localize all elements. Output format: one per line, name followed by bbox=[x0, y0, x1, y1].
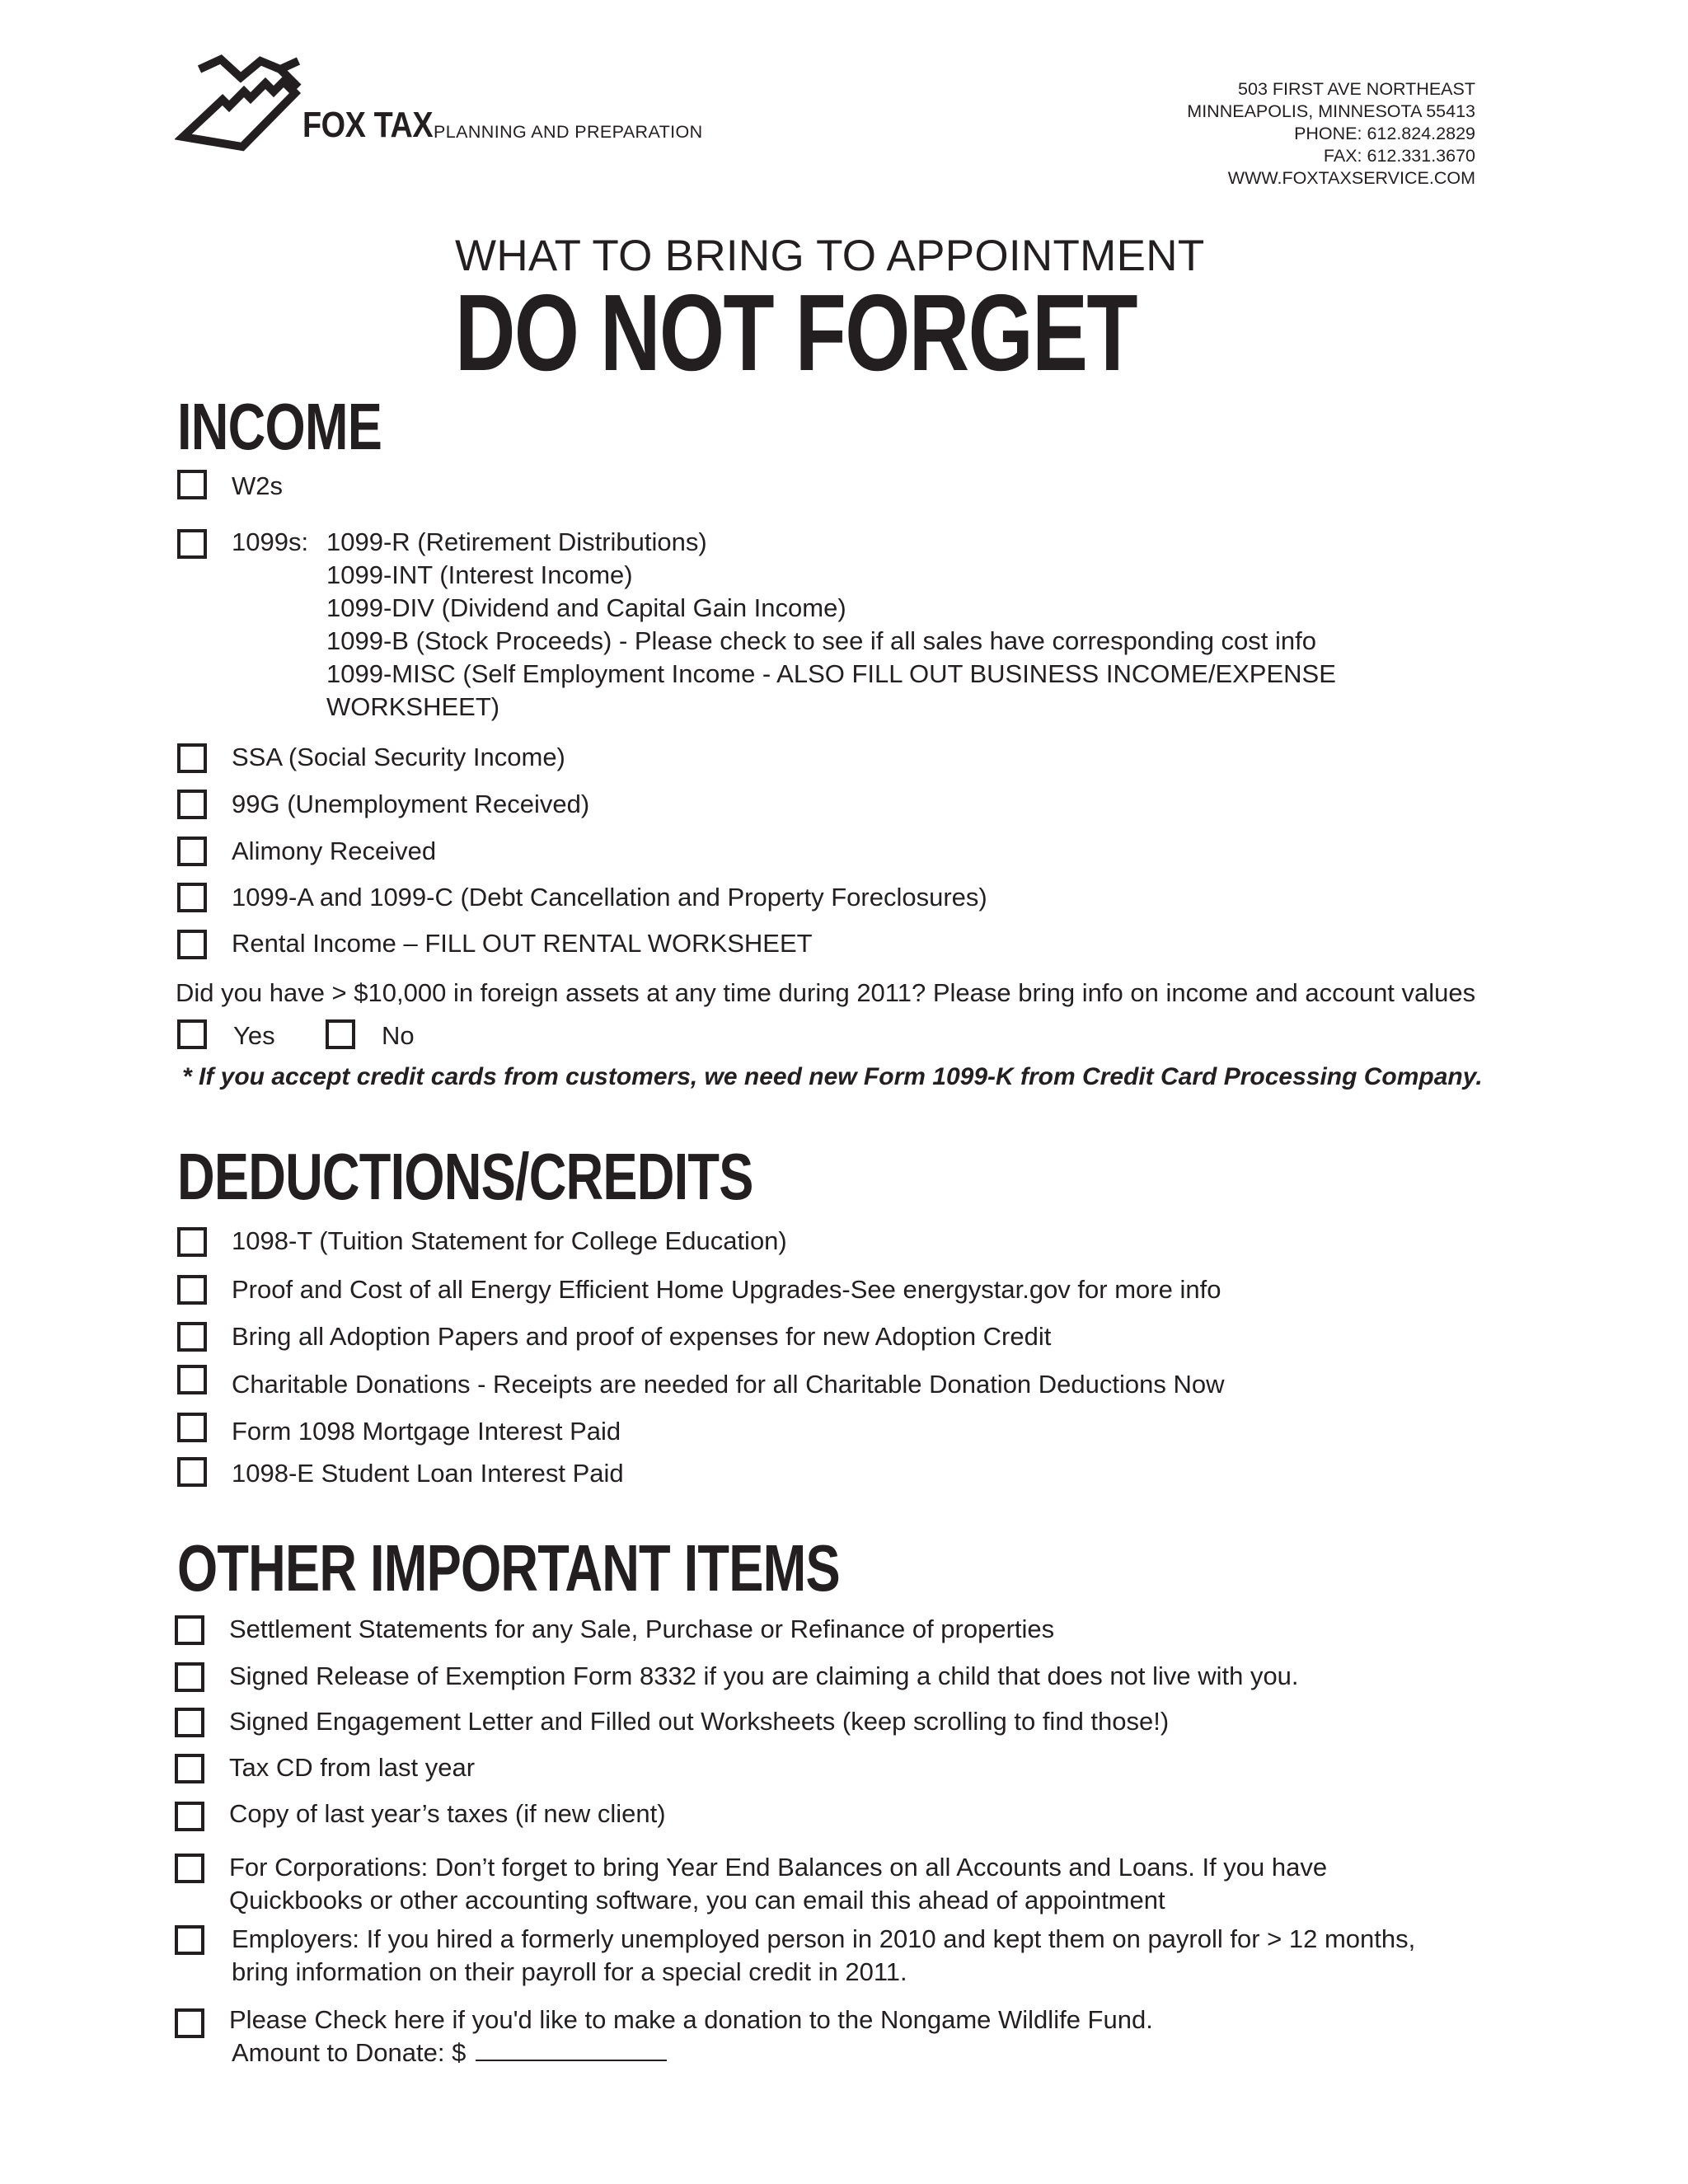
item-rental-income: Rental Income – FILL OUT RENTAL WORKSHEET bbox=[232, 929, 813, 958]
checkbox-employers[interactable] bbox=[175, 1925, 204, 1955]
checkbox-adoption[interactable] bbox=[177, 1322, 207, 1352]
checkbox-last-year-taxes[interactable] bbox=[175, 1802, 204, 1831]
checkbox-corporations[interactable] bbox=[175, 1854, 204, 1883]
item-last-year-taxes: Copy of last year’s taxes (if new client) bbox=[229, 1799, 666, 1828]
donation-amount-field[interactable] bbox=[476, 2038, 667, 2061]
item-ssa: SSA (Social Security Income) bbox=[232, 743, 565, 771]
item-student-loan: 1098-E Student Loan Interest Paid bbox=[232, 1459, 624, 1488]
item-adoption: Bring all Adoption Papers and proof of expenses for new Adoption Credit bbox=[232, 1322, 1052, 1351]
address-city: MINNEAPOLIS, MINNESOTA 55413 bbox=[1187, 101, 1475, 121]
checkbox-99g[interactable] bbox=[177, 790, 207, 819]
other-heading: OTHER IMPORTANT ITEMS bbox=[177, 1531, 840, 1605]
brand-tagline: PLANNING AND PREPARATION bbox=[434, 122, 703, 142]
checkbox-mortgage-interest[interactable] bbox=[177, 1413, 207, 1442]
address-website[interactable]: WWW.FOXTAXSERVICE.COM bbox=[1227, 168, 1475, 188]
item-settlement: Settlement Statements for any Sale, Purchase or Refinance of properties bbox=[229, 1615, 1055, 1643]
item-corporations-line1: For Corporations: Don’t forget to bring Year End Balances on all Accounts and Loans. If you have bbox=[229, 1853, 1328, 1882]
item-charitable: Charitable Donations - Receipts are needed for all Charitable Donation Deductions Now bbox=[232, 1370, 1225, 1399]
address-street: 503 FIRST AVE NORTHEAST bbox=[1238, 79, 1475, 99]
checkbox-engagement-letter[interactable] bbox=[175, 1708, 204, 1737]
page-subtitle: WHAT TO BRING TO APPOINTMENT bbox=[455, 232, 1205, 280]
checkbox-1099s[interactable] bbox=[177, 529, 207, 559]
item-1099-int: 1099-INT (Interest Income) bbox=[326, 560, 633, 589]
address-fax: FAX: 612.331.3670 bbox=[1323, 146, 1475, 166]
item-alimony: Alimony Received bbox=[232, 837, 437, 865]
item-1099-a-c: 1099-A and 1099-C (Debt Cancellation and Property Foreclosures) bbox=[232, 883, 987, 912]
item-employers-line2: bring information on their payroll for a special credit in 2011. bbox=[232, 1957, 907, 1986]
checkbox-wildlife-donation[interactable] bbox=[175, 2008, 204, 2038]
checkbox-alimony[interactable] bbox=[177, 837, 207, 866]
item-tax-cd: Tax CD from last year bbox=[229, 1753, 476, 1782]
checkbox-1099-a-c[interactable] bbox=[177, 883, 207, 912]
item-engagement-letter: Signed Engagement Letter and Filled out Worksheets (keep scrolling to find those!) bbox=[229, 1707, 1170, 1736]
item-form-8332: Signed Release of Exemption Form 8332 if you are claiming a child that does not live with you. bbox=[229, 1661, 1299, 1690]
no-label: No bbox=[382, 1021, 415, 1050]
checkbox-energy-upgrades[interactable] bbox=[177, 1275, 207, 1305]
address-phone: PHONE: 612.824.2829 bbox=[1294, 124, 1475, 143]
checkbox-1098-t[interactable] bbox=[177, 1227, 207, 1257]
item-1099s-prefix: 1099s: bbox=[232, 527, 309, 556]
checkbox-w2s[interactable] bbox=[177, 470, 207, 499]
item-1099-div: 1099-DIV (Dividend and Capital Gain Income) bbox=[326, 593, 846, 622]
donation-amount-row bbox=[232, 2036, 667, 2069]
foreign-assets-question: Did you have > $10,000 in foreign assets at any time during 2011? Please bring info on income and account values bbox=[176, 978, 1476, 1007]
item-w2s: W2s bbox=[232, 471, 283, 500]
item-99g: 99G (Unemployment Received) bbox=[232, 790, 590, 818]
checkbox-no[interactable] bbox=[326, 1019, 355, 1049]
donation-amount-label: Amount to Donate: $ bbox=[232, 2038, 467, 2067]
checkbox-rental-income[interactable] bbox=[177, 930, 207, 959]
credit-card-note: * If you accept credit cards from customers, we need new Form 1099-K from Credit Card Processing Company. bbox=[182, 1063, 1483, 1090]
checkbox-charitable[interactable] bbox=[177, 1365, 207, 1394]
fox-tax-logo-icon bbox=[175, 54, 313, 171]
item-1099-b: 1099-B (Stock Proceeds) - Please check to see if all sales have corresponding cost info bbox=[326, 626, 1317, 655]
brand-name: FOX TAX bbox=[302, 105, 434, 145]
item-1098-t: 1098-T (Tuition Statement for College Education) bbox=[232, 1226, 787, 1255]
item-1099-misc-cont: WORKSHEET) bbox=[326, 692, 500, 721]
checkbox-ssa[interactable] bbox=[177, 743, 207, 773]
checkbox-student-loan[interactable] bbox=[177, 1457, 207, 1487]
page-title: DO NOT FORGET bbox=[455, 272, 1137, 393]
yes-label: Yes bbox=[233, 1021, 275, 1050]
item-1099-r: 1099-R (Retirement Distributions) bbox=[326, 527, 707, 556]
checkbox-form-8332[interactable] bbox=[175, 1662, 204, 1692]
contact-address-block bbox=[1187, 78, 1475, 190]
checkbox-yes[interactable] bbox=[177, 1019, 207, 1049]
item-employers-line1: Employers: If you hired a formerly unemployed person in 2010 and kept them on payroll for > 12 months, bbox=[232, 1924, 1416, 1953]
item-1099-misc: 1099-MISC (Self Employment Income - ALSO FILL OUT BUSINESS INCOME/EXPENSE bbox=[326, 659, 1336, 688]
item-wildlife-donation: Please Check here if you'd like to make a donation to the Nongame Wildlife Fund. bbox=[229, 2005, 1153, 2034]
item-energy-upgrades: Proof and Cost of all Energy Efficient Home Upgrades-See energystar.gov for more info bbox=[232, 1275, 1221, 1304]
checkbox-settlement[interactable] bbox=[175, 1615, 204, 1645]
item-corporations-line2: Quickbooks or other accounting software, you can email this ahead of appointment bbox=[229, 1886, 1165, 1915]
checkbox-tax-cd[interactable] bbox=[175, 1754, 204, 1783]
item-mortgage-interest: Form 1098 Mortgage Interest Paid bbox=[232, 1417, 621, 1446]
income-heading: INCOME bbox=[177, 390, 382, 463]
deductions-heading: DEDUCTIONS/CREDITS bbox=[177, 1140, 753, 1213]
